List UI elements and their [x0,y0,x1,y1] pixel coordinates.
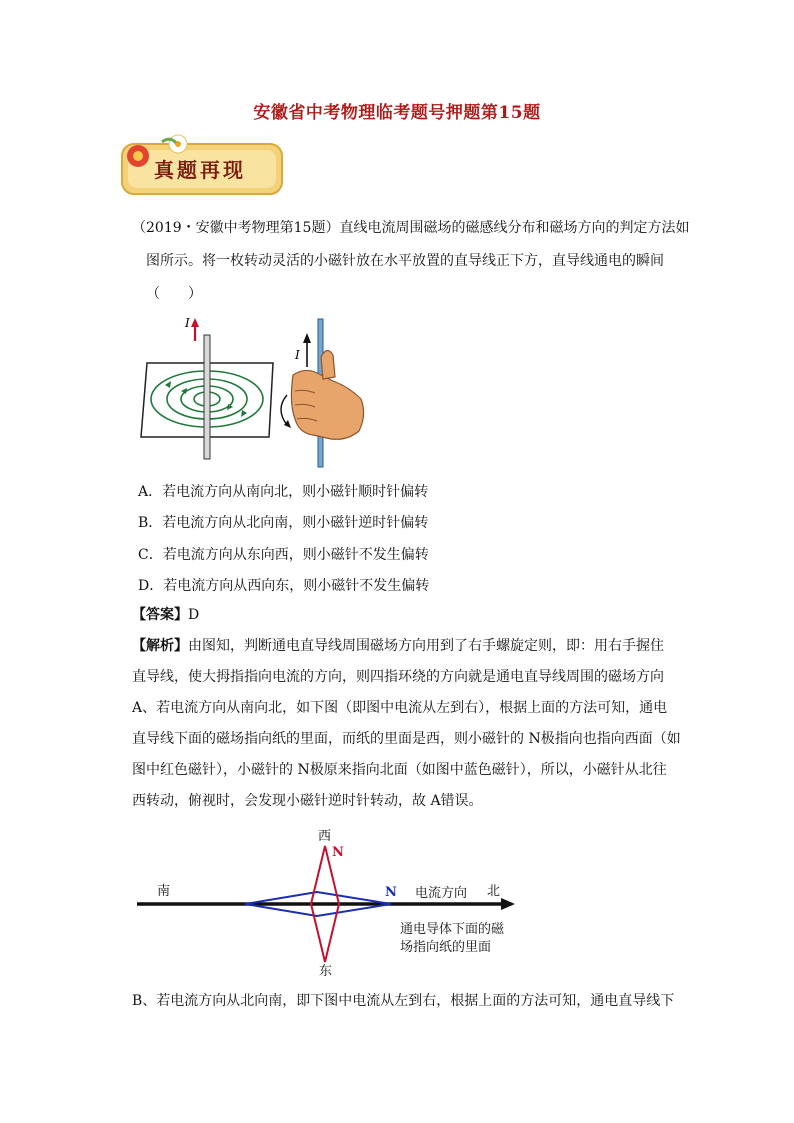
analysis-text-1: 由图知，判断通电直导线周围磁场方向用到了右手螺旋定则，即：用右手握住 [188,638,664,654]
analysis-line-5: 图中红色磁针），小磁针的 N极原来指向北面（如图中蓝色磁针），所以，小磁针从北往 [132,762,667,778]
option-a: A．若电流方向从南向北，则小磁针顺时针偏转 [138,484,429,500]
analysis-line-1 [132,635,664,657]
label-west: 西 [318,829,332,844]
label-south: 南 [157,884,171,899]
option-d: D．若电流方向从西向东，则小磁针不发生偏转 [138,578,430,594]
label-north: 北 [487,884,501,899]
answer-label: 【答案】 [132,607,188,623]
label-note-1: 通电导体下面的磁 [400,922,505,937]
magnetic-field-figure [135,315,395,470]
section-banner [118,134,286,198]
current-label-left: I [185,316,190,330]
analysis-line-6: 西转动，俯视时，会发现小磁针逆时针转动，故 A错误。 [132,793,483,809]
current-label-right: I [295,348,300,362]
answer-value: D [188,607,200,623]
analysis-label: 【解析】 [132,638,188,654]
page-title: 安徽省中考物理临考题号押题第15题 [253,103,541,123]
question-line-2: 图所示。将一枚转动灵活的小磁针放在水平放置的直导线正下方，直导线通电的瞬间 [146,253,664,269]
answer [132,604,199,626]
red-needle-n: N [332,845,344,860]
needle-diagram [135,822,535,982]
banner-label: 真题再现 [154,158,246,182]
label-note-2: 场指向纸的里面 [400,940,492,955]
field-diagram [135,315,395,470]
label-current-direction: 电流方向 [415,886,468,901]
option-b: B．若电流方向从北向南，则小磁针逆时针偏转 [138,515,429,531]
blue-needle-n: N [385,885,397,900]
needle-svg [135,822,535,982]
analysis-line-2: 直导线，使大拇指指向电流的方向，则四指环绕的方向就是通电直导线周围的磁场方向 [132,669,664,685]
analysis-line-b: B、若电流方向从北向南，即下图中电流从左到右，根据上面的方法可知，通电直导线下 [132,993,675,1009]
analysis-line-4: 直导线下面的磁场指向纸的里面，而纸的里面是西，则小磁针的 N极指向也指向西面（如 [132,731,681,747]
label-east: 东 [319,964,333,979]
question-line-1: （2019・安徽中考物理第15题）直线电流周围磁场的磁感线分布和磁场方向的判定方法如 [132,220,690,236]
analysis-line-3: A、若电流方向从南向北，如下图（即图中电流从左到右），根据上面的方法可知，通电 [132,700,668,716]
question-line-3: （ ） [146,286,202,302]
option-c: C．若电流方向从东向西，则小磁针不发生偏转 [138,547,429,563]
